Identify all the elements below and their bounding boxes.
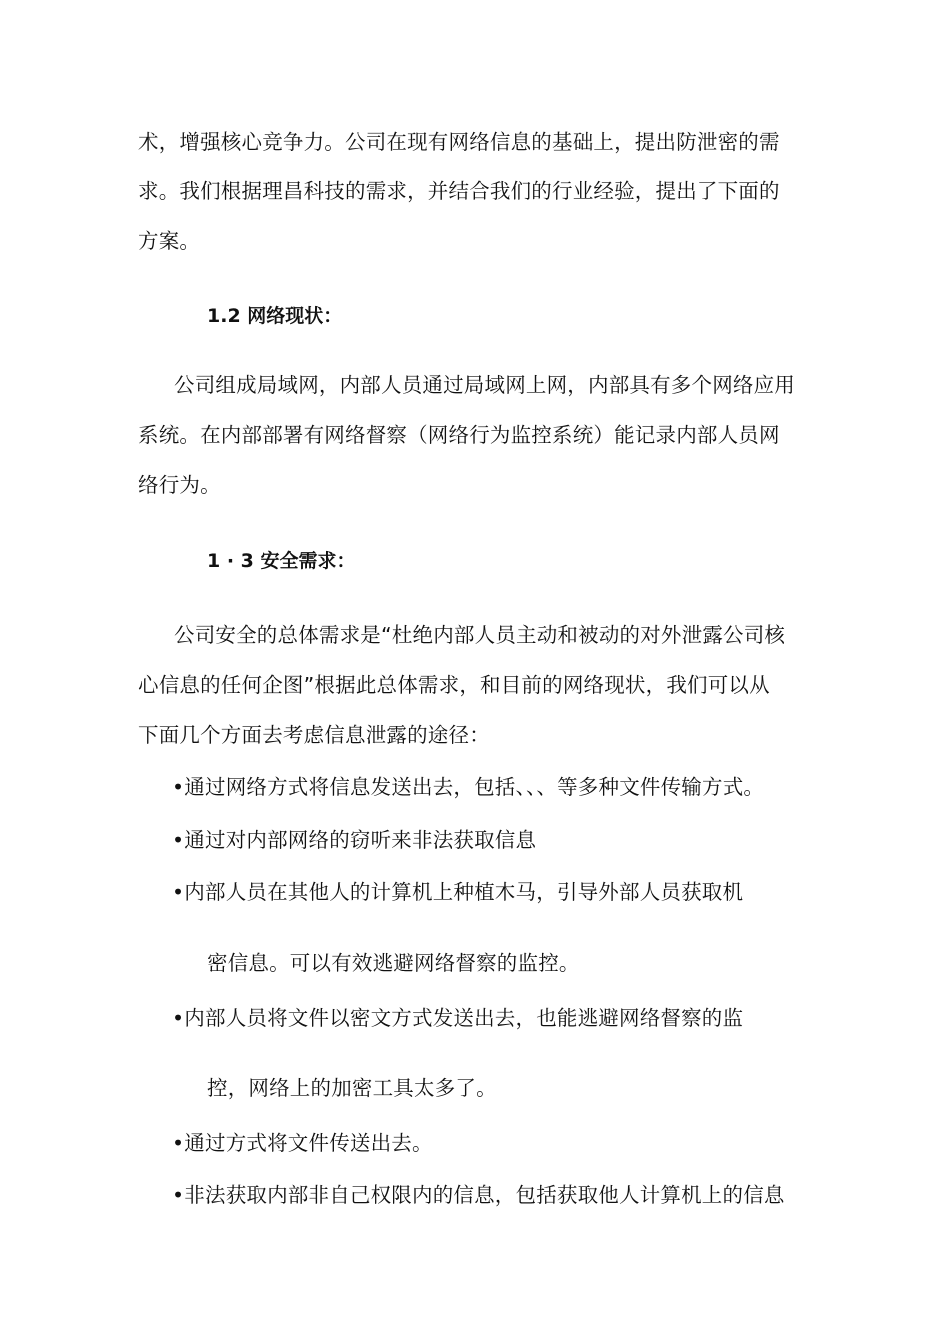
bullet-item: •通过方式将文件传送出去。 (172, 1131, 433, 1155)
bullet-item: •内部人员将文件以密文方式发送出去，也能逃避网络督察的监 (172, 1006, 744, 1030)
section-heading-1-2: 1.2 网络现状： (207, 305, 343, 327)
bullet-item: •通过网络方式将信息发送出去，包括、、、等多种文件传输方式。 (172, 775, 765, 799)
body-text-line: 求。我们根据理昌科技的需求，并结合我们的行业经验，提出了下面的 (138, 179, 780, 203)
body-text-line: 络行为。 (138, 473, 221, 497)
body-text-line: 心信息的任何企图”根据此总体需求，和目前的网络现状，我们可以从 (138, 673, 770, 697)
body-text-line: 下面几个方面去考虑信息泄露的途径： (138, 723, 490, 747)
bullet-continuation: 控，网络上的加密工具太多了。 (207, 1076, 497, 1100)
section-heading-1-3: 1 · 3 安全需求： (207, 550, 356, 572)
body-text-line: 公司安全的总体需求是“杜绝内部人员主动和被动的对外泄露公司核 (174, 623, 786, 647)
bullet-item: •非法获取内部非自己权限内的信息，包括获取他人计算机上的信息 (172, 1183, 785, 1207)
body-text-line: 系统。在内部部署有网络督察（网络行为监控系统）能记录内部人员网 (138, 423, 780, 447)
bullet-item: •通过对内部网络的窃听来非法获取信息 (172, 828, 537, 852)
body-text-line: 术，增强核心竞争力。公司在现有网络信息的基础上，提出防泄密的需 (138, 130, 780, 154)
bullet-item: •内部人员在其他人的计算机上种植木马，引导外部人员获取机 (172, 880, 744, 904)
body-text-line: 公司组成局域网，内部人员通过局域网上网，内部具有多个网络应用 (174, 373, 795, 397)
body-text-line: 方案。 (138, 229, 201, 253)
bullet-continuation: 密信息。可以有效逃避网络督察的监控。 (207, 951, 580, 975)
